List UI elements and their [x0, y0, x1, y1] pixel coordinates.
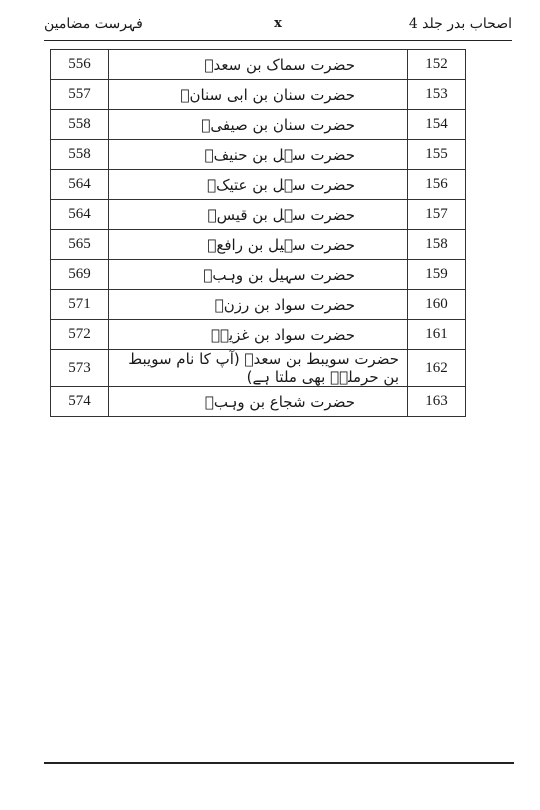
entry-title-cell: حضرت سنان بن صیفیؓ [109, 110, 408, 140]
table-row [51, 110, 466, 140]
entry-title-cell: حضرت سواد بن رزنؓ [109, 290, 408, 320]
entry-title-cell: حضرت سواد بن غزیہؓ [109, 320, 408, 350]
table-row [51, 80, 466, 110]
entry-number-cell: 160 [408, 290, 466, 320]
entry-number-cell: 161 [408, 320, 466, 350]
entry-number-cell: 156 [408, 170, 466, 200]
entry-title-cell: حضرت سماک بن سعدؓ [109, 50, 408, 80]
entry-number-cell: 162 [408, 350, 466, 387]
entry-number-cell: 163 [408, 387, 466, 417]
page-header [44, 16, 512, 40]
entry-title-cell: حضرت سہل بن قیسؓ [109, 200, 408, 230]
header-section-title: فہرست مضامین [44, 16, 143, 32]
page-number-cell: 558 [51, 110, 109, 140]
entry-number-cell: 159 [408, 260, 466, 290]
table-row [51, 320, 466, 350]
entry-title-cell: حضرت شجاع بن وہبؓ [109, 387, 408, 417]
table-row [51, 290, 466, 320]
entry-number-cell: 158 [408, 230, 466, 260]
entry-number-cell: 152 [408, 50, 466, 80]
page-number-cell: 572 [51, 320, 109, 350]
table-row [51, 50, 466, 80]
entry-title-cell: حضرت سویبط بن سعدؓ (آپ کا نام سویبط بن حرملہؓ بھی ملتا ہے) [109, 350, 408, 387]
entry-number-cell: 154 [408, 110, 466, 140]
entry-title-cell: حضرت سہل بن عتیکؓ [109, 170, 408, 200]
header-book-title: اصحاب بدر جلد 4 [408, 16, 512, 32]
entry-title-cell: حضرت سہیل بن رافعؓ [109, 230, 408, 260]
page-number-cell: 564 [51, 170, 109, 200]
page-number-cell: 565 [51, 230, 109, 260]
table-row [51, 350, 466, 387]
page-number-cell: 556 [51, 50, 109, 80]
header-page-number: x [274, 16, 282, 31]
page-number-cell: 571 [51, 290, 109, 320]
table-row [51, 200, 466, 230]
page-number-cell: 569 [51, 260, 109, 290]
entry-number-cell: 153 [408, 80, 466, 110]
table-row [51, 387, 466, 417]
page-number-cell: 574 [51, 387, 109, 417]
entry-title-cell: حضرت سہل بن حنیفؓ [109, 140, 408, 170]
page-number-cell: 564 [51, 200, 109, 230]
table-row [51, 230, 466, 260]
entry-title-cell: حضرت سہیل بن وہبؓ [109, 260, 408, 290]
table-of-contents [50, 49, 466, 417]
entry-number-cell: 155 [408, 140, 466, 170]
header-divider [44, 40, 512, 41]
table-row [51, 140, 466, 170]
table-row [51, 260, 466, 290]
footer-divider [44, 762, 514, 764]
page-number-cell: 557 [51, 80, 109, 110]
table-row [51, 170, 466, 200]
entry-title-cell: حضرت سنان بن ابی سنانؓ [109, 80, 408, 110]
page-number-cell: 573 [51, 350, 109, 387]
page-number-cell: 558 [51, 140, 109, 170]
entry-number-cell: 157 [408, 200, 466, 230]
